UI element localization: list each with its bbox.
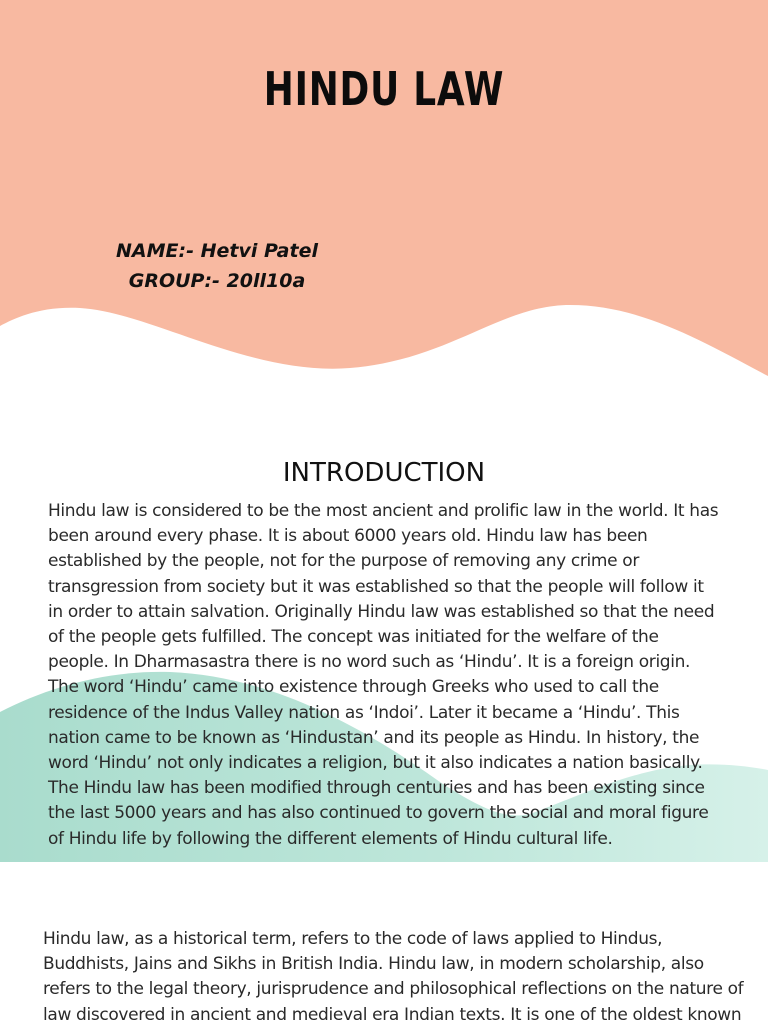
author-info — [112, 236, 322, 296]
document-title: HINDU LAW — [263, 62, 505, 116]
section-heading: INTRODUCTION — [282, 458, 486, 488]
group-line: GROUP:- 20ll10a — [128, 270, 306, 292]
second-paragraph: Hindu law, as a historical term, refers to the code of laws applied to Hindus, Buddhists, Jains and Sikhs in British India. Hindu law, in modern scholarship, also refers to the legal theory, jurisprudence and philosophical reflections on the nature of law discovered in ancient and medieval era Indian texts. It is one of the oldest known — [43, 929, 744, 1025]
intro-paragraph: Hindu law is considered to be the most ancient and prolific law in the world. It has been around every phase. It is about 6000 years old. Hindu law has been established by the people, not for the purpose of removing any crime or transgression from society but it was established so that the people will follow it in order to attain salvation. Originally Hindu law was established so that the need of the people gets fulfilled. The concept was initiated for the welfare of the people. In Dharmasastra there is no word such as ‘Hindu’. It is a foreign origin. The word ‘Hindu’ came into existence through Greeks who used to call the residence of the Indus Valley nation as ‘Indoi’. Later it became a ‘Hindu’. This nation came to be known as ‘Hindustan’ and its people as Hindu. In history, the word ‘Hindu’ not only indicates a religion, but it also indicates a nation basically. The Hindu law has been modified through centuries and has been existing since the last 5000 years and has also continued to govern the social and moral figure of Hindu life by following the different elements of Hindu cultural life. — [48, 501, 719, 849]
header-wave-band — [0, 0, 768, 376]
name-line: NAME:- Hetvi Patel — [116, 240, 318, 262]
